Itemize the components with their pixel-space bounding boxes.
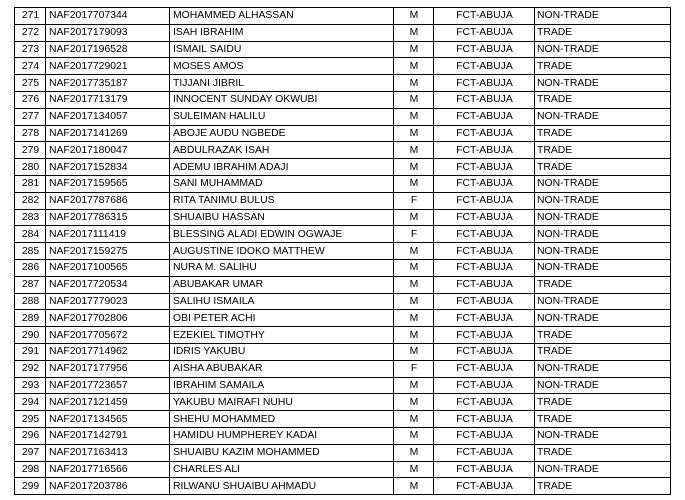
table-row [15,478,671,495]
serial-number-cell: 281 [15,175,46,192]
state-cell: FCT-ABUJA [434,108,535,125]
state-cell: FCT-ABUJA [434,427,535,444]
serial-number-cell: 284 [15,226,46,243]
application-id-cell: NAF2017111419 [46,226,170,243]
table-row [15,377,671,394]
application-id-cell: NAF2017121459 [46,394,170,411]
table-row [15,310,671,327]
full-name-cell: RILWANU SHUAIBU AHMADU [170,478,394,495]
serial-number-cell: 293 [15,377,46,394]
serial-number-cell: 277 [15,108,46,125]
category-cell: TRADE [535,159,671,176]
state-cell: FCT-ABUJA [434,24,535,41]
full-name-cell: AUGUSTINE IDOKO MATTHEW [170,243,394,260]
category-cell: NON-TRADE [535,175,671,192]
application-id-cell: NAF2017163413 [46,444,170,461]
sex-cell: M [394,394,434,411]
table-row [15,125,671,142]
sex-cell: M [394,175,434,192]
category-cell: TRADE [535,125,671,142]
state-cell: FCT-ABUJA [434,461,535,478]
table-row [15,360,671,377]
sex-cell: M [394,461,434,478]
category-cell: TRADE [535,343,671,360]
table-row [15,343,671,360]
application-id-cell: NAF2017152834 [46,159,170,176]
serial-number-cell: 298 [15,461,46,478]
sex-cell: M [394,142,434,159]
full-name-cell: SHUAIBU KAZIM MOHAMMED [170,444,394,461]
category-cell: NON-TRADE [535,8,671,25]
table-row [15,41,671,58]
full-name-cell: SALIHU ISMAILA [170,293,394,310]
table-row [15,192,671,209]
application-id-cell: NAF2017134057 [46,108,170,125]
full-name-cell: SULEIMAN HALILU [170,108,394,125]
state-cell: FCT-ABUJA [434,394,535,411]
application-id-cell: NAF2017141269 [46,125,170,142]
state-cell: FCT-ABUJA [434,343,535,360]
sex-cell: M [394,444,434,461]
table-row [15,243,671,260]
state-cell: FCT-ABUJA [434,209,535,226]
full-name-cell: IDRIS YAKUBU [170,343,394,360]
application-id-cell: NAF2017702806 [46,310,170,327]
sex-cell: M [394,327,434,344]
sex-cell: M [394,411,434,428]
sex-cell: F [394,360,434,377]
state-cell: FCT-ABUJA [434,142,535,159]
candidates-table-body [15,8,671,495]
full-name-cell: IBRAHIM SAMAILA [170,377,394,394]
full-name-cell: MOHAMMED ALHASSAN [170,8,394,25]
category-cell: TRADE [535,394,671,411]
full-name-cell: INNOCENT SUNDAY OKWUBI [170,91,394,108]
application-id-cell: NAF2017180047 [46,142,170,159]
sex-cell: M [394,293,434,310]
application-id-cell: NAF2017713179 [46,91,170,108]
serial-number-cell: 296 [15,427,46,444]
application-id-cell: NAF2017714962 [46,343,170,360]
full-name-cell: ABDULRAZAK ISAH [170,142,394,159]
category-cell: TRADE [535,58,671,75]
state-cell: FCT-ABUJA [434,411,535,428]
category-cell: NON-TRADE [535,427,671,444]
category-cell: NON-TRADE [535,259,671,276]
serial-number-cell: 299 [15,478,46,495]
sex-cell: F [394,192,434,209]
state-cell: FCT-ABUJA [434,226,535,243]
full-name-cell: YAKUBU MAIRAFI NUHU [170,394,394,411]
table-row [15,226,671,243]
serial-number-cell: 283 [15,209,46,226]
serial-number-cell: 285 [15,243,46,260]
sex-cell: M [394,427,434,444]
table-row [15,427,671,444]
category-cell: NON-TRADE [535,377,671,394]
category-cell: NON-TRADE [535,209,671,226]
category-cell: TRADE [535,444,671,461]
table-row [15,142,671,159]
serial-number-cell: 276 [15,91,46,108]
category-cell: TRADE [535,478,671,495]
application-id-cell: NAF2017159565 [46,175,170,192]
application-id-cell: NAF2017716566 [46,461,170,478]
application-id-cell: NAF2017142791 [46,427,170,444]
application-id-cell: NAF2017203786 [46,478,170,495]
full-name-cell: ISAH IBRAHIM [170,24,394,41]
application-id-cell: NAF2017735187 [46,75,170,92]
full-name-cell: SHEHU MOHAMMED [170,411,394,428]
application-id-cell: NAF2017723657 [46,377,170,394]
sex-cell: M [394,75,434,92]
sex-cell: M [394,310,434,327]
full-name-cell: RITA TANIMU BULUS [170,192,394,209]
state-cell: FCT-ABUJA [434,8,535,25]
serial-number-cell: 289 [15,310,46,327]
state-cell: FCT-ABUJA [434,75,535,92]
serial-number-cell: 286 [15,259,46,276]
application-id-cell: NAF2017159275 [46,243,170,260]
application-id-cell: NAF2017179093 [46,24,170,41]
application-id-cell: NAF2017787686 [46,192,170,209]
table-row [15,461,671,478]
serial-number-cell: 295 [15,411,46,428]
full-name-cell: BLESSING ALADI EDWIN OGWAJE [170,226,394,243]
table-row [15,293,671,310]
full-name-cell: EZEKIEL TIMOTHY [170,327,394,344]
serial-number-cell: 272 [15,24,46,41]
table-row [15,75,671,92]
application-id-cell: NAF2017705672 [46,327,170,344]
serial-number-cell: 291 [15,343,46,360]
table-row [15,159,671,176]
category-cell: TRADE [535,24,671,41]
full-name-cell: ABOJE AUDU NGBEDE [170,125,394,142]
serial-number-cell: 290 [15,327,46,344]
state-cell: FCT-ABUJA [434,310,535,327]
application-id-cell: NAF2017729021 [46,58,170,75]
table-row [15,327,671,344]
table-row [15,394,671,411]
full-name-cell: SHUAIBU HASSAN [170,209,394,226]
sex-cell: M [394,343,434,360]
category-cell: NON-TRADE [535,75,671,92]
sex-cell: M [394,108,434,125]
category-cell: TRADE [535,142,671,159]
full-name-cell: SANI MUHAMMAD [170,175,394,192]
serial-number-cell: 275 [15,75,46,92]
state-cell: FCT-ABUJA [434,58,535,75]
table-row [15,108,671,125]
serial-number-cell: 274 [15,58,46,75]
full-name-cell: CHARLES ALI [170,461,394,478]
table-row [15,8,671,25]
full-name-cell: AISHA ABUBAKAR [170,360,394,377]
candidates-table [14,7,671,495]
sex-cell: M [394,276,434,293]
state-cell: FCT-ABUJA [434,159,535,176]
serial-number-cell: 294 [15,394,46,411]
state-cell: FCT-ABUJA [434,175,535,192]
state-cell: FCT-ABUJA [434,327,535,344]
sex-cell: M [394,259,434,276]
category-cell: TRADE [535,411,671,428]
state-cell: FCT-ABUJA [434,259,535,276]
table-row [15,91,671,108]
application-id-cell: NAF2017707344 [46,8,170,25]
full-name-cell: TIJJANI JIBRIL [170,75,394,92]
sex-cell: M [394,125,434,142]
table-row [15,276,671,293]
sex-cell: M [394,91,434,108]
serial-number-cell: 280 [15,159,46,176]
table-row [15,175,671,192]
sex-cell: M [394,41,434,58]
serial-number-cell: 292 [15,360,46,377]
state-cell: FCT-ABUJA [434,478,535,495]
category-cell: NON-TRADE [535,360,671,377]
full-name-cell: OBI PETER ACHI [170,310,394,327]
state-cell: FCT-ABUJA [434,276,535,293]
sex-cell: M [394,209,434,226]
serial-number-cell: 273 [15,41,46,58]
sex-cell: M [394,8,434,25]
state-cell: FCT-ABUJA [434,293,535,310]
state-cell: FCT-ABUJA [434,41,535,58]
state-cell: FCT-ABUJA [434,192,535,209]
state-cell: FCT-ABUJA [434,377,535,394]
category-cell: TRADE [535,276,671,293]
serial-number-cell: 287 [15,276,46,293]
sex-cell: M [394,159,434,176]
state-cell: FCT-ABUJA [434,125,535,142]
table-row [15,58,671,75]
category-cell: NON-TRADE [535,293,671,310]
sex-cell: M [394,24,434,41]
category-cell: NON-TRADE [535,243,671,260]
category-cell: NON-TRADE [535,41,671,58]
category-cell: NON-TRADE [535,108,671,125]
category-cell: NON-TRADE [535,461,671,478]
full-name-cell: HAMIDU HUMPHEREY KADAI [170,427,394,444]
full-name-cell: ABUBAKAR UMAR [170,276,394,293]
serial-number-cell: 297 [15,444,46,461]
serial-number-cell: 271 [15,8,46,25]
state-cell: FCT-ABUJA [434,360,535,377]
sex-cell: M [394,243,434,260]
application-id-cell: NAF2017100565 [46,259,170,276]
sex-cell: F [394,226,434,243]
sex-cell: M [394,478,434,495]
full-name-cell: ADEMU IBRAHIM ADAJI [170,159,394,176]
table-row [15,209,671,226]
category-cell: TRADE [535,327,671,344]
application-id-cell: NAF2017134565 [46,411,170,428]
full-name-cell: NURA M. SALIHU [170,259,394,276]
serial-number-cell: 288 [15,293,46,310]
state-cell: FCT-ABUJA [434,444,535,461]
application-id-cell: NAF2017786315 [46,209,170,226]
full-name-cell: MOSES AMOS [170,58,394,75]
category-cell: NON-TRADE [535,192,671,209]
category-cell: TRADE [535,91,671,108]
sex-cell: M [394,58,434,75]
application-id-cell: NAF2017196528 [46,41,170,58]
serial-number-cell: 278 [15,125,46,142]
application-id-cell: NAF2017720534 [46,276,170,293]
category-cell: NON-TRADE [535,226,671,243]
application-id-cell: NAF2017779023 [46,293,170,310]
table-row [15,444,671,461]
application-id-cell: NAF2017177956 [46,360,170,377]
table-row [15,259,671,276]
category-cell: NON-TRADE [535,310,671,327]
serial-number-cell: 279 [15,142,46,159]
sex-cell: M [394,377,434,394]
serial-number-cell: 282 [15,192,46,209]
full-name-cell: ISMAIL SAIDU [170,41,394,58]
table-row [15,24,671,41]
state-cell: FCT-ABUJA [434,243,535,260]
table-row [15,411,671,428]
state-cell: FCT-ABUJA [434,91,535,108]
